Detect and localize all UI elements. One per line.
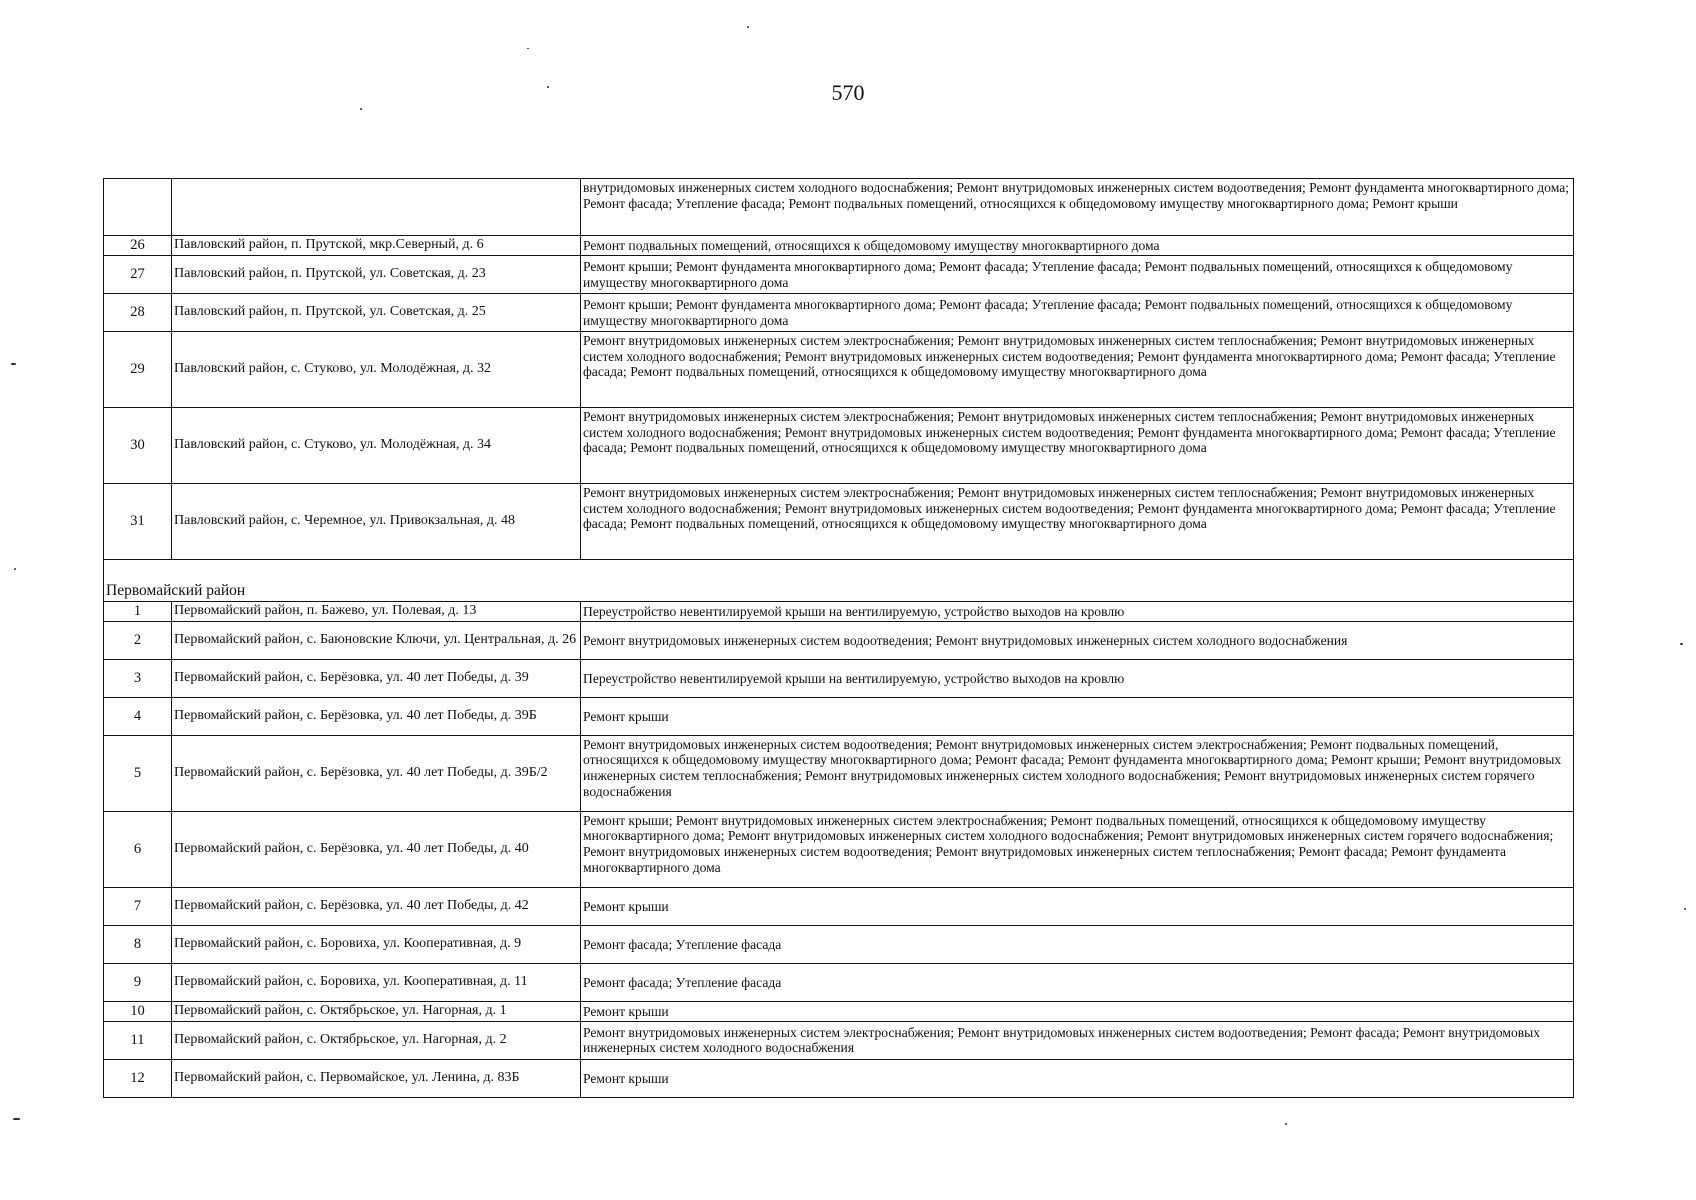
table-row: [104, 621, 1574, 659]
scan-speck: [547, 86, 549, 88]
table-row: [104, 1059, 1574, 1097]
repair-works-table: [103, 178, 1574, 1098]
table-row: [104, 408, 1574, 484]
address-cell: Павловский район, п. Прутской, ул. Советская, д. 25: [172, 294, 581, 332]
works-cell: Ремонт внутридомовых инженерных систем электроснабжения; Ремонт внутридомовых инженерных систем теплоснабжения; Ремонт внутридомовых инженерных систем холодного водоснабжения; Ремонт внутридомовых инженерных систем водоотведения; Ремонт фундамента многоквартирного дома; Ремонт фасада; Утепление фасада; Ремонт подвальных помещений, относящихся к общедомовому имуществу многоквартирного дома: [581, 408, 1574, 484]
section-row: [104, 560, 1574, 602]
works-cell: Ремонт внутридомовых инженерных систем водоотведения; Ремонт внутридомовых инженерных систем холодного водоснабжения: [581, 621, 1574, 659]
address-cell: Павловский район, п. Прутской, ул. Советская, д. 23: [172, 256, 581, 294]
address-cell: Первомайский район, с. Берёзовка, ул. 40 лет Победы, д. 40: [172, 811, 581, 887]
row-number-cell: 1: [104, 601, 172, 621]
scan-speck: [1684, 908, 1686, 910]
works-cell: Ремонт фасада; Утепление фасада: [581, 925, 1574, 963]
address-cell: Первомайский район, с. Первомайское, ул. Ленина, д. 83Б: [172, 1059, 581, 1097]
table-row: [104, 484, 1574, 560]
works-cell: Ремонт крыши: [581, 697, 1574, 735]
works-cell: Ремонт внутридомовых инженерных систем водоотведения; Ремонт внутридомовых инженерных систем электроснабжения; Ремонт подвальных помещений, относящихся к общедомовому имуществу многоквартирного дома; Ремонт фасада; Ремонт фундамента многоквартирного дома; Ремонт крыши; Ремонт внутридомовых инженерных систем теплоснабжения; Ремонт внутридомовых инженерных систем холодного водоснабжения; Ремонт внутридомовых инженерных систем горячего водоснабжения: [581, 735, 1574, 811]
works-cell: Ремонт внутридомовых инженерных систем электроснабжения; Ремонт внутридомовых инженерных систем водоотведения; Ремонт фасада; Ремонт внутридомовых инженерных систем холодного водоснабжения: [581, 1021, 1574, 1059]
address-cell: Первомайский район, п. Бажево, ул. Полевая, д. 13: [172, 601, 581, 621]
row-number-cell: 27: [104, 256, 172, 294]
table-row: [104, 294, 1574, 332]
table-row: [104, 236, 1574, 256]
table-body: [104, 179, 1574, 236]
address-cell: Первомайский район, с. Берёзовка, ул. 40 лет Победы, д. 39: [172, 659, 581, 697]
section-header-group: [104, 560, 1574, 602]
row-number-cell: 7: [104, 887, 172, 925]
works-cell: Ремонт крыши; Ремонт фундамента многоквартирного дома; Ремонт фасада; Утепление фасада; Ремонт подвальных помещений, относящихся к общедомовому имуществу многоквартирного дома: [581, 294, 1574, 332]
scan-speck: [527, 48, 529, 49]
table-row: [104, 332, 1574, 408]
address-cell: Павловский район, с. Черемное, ул. Привокзальная, д. 48: [172, 484, 581, 560]
row-number-cell: 12: [104, 1059, 172, 1097]
page-number: 570: [831, 80, 865, 105]
row-number-cell: 5: [104, 735, 172, 811]
section-title: Первомайский район: [104, 560, 1574, 602]
row-number-cell: 31: [104, 484, 172, 560]
address-cell: Первомайский район, с. Октябрьское, ул. Нагорная, д. 2: [172, 1021, 581, 1059]
table-row: [104, 697, 1574, 735]
works-cell: Ремонт внутридомовых инженерных систем электроснабжения; Ремонт внутридомовых инженерных систем теплоснабжения; Ремонт внутридомовых инженерных систем холодного водоснабжения; Ремонт внутридомовых инженерных систем водоотведения; Ремонт фундамента многоквартирного дома; Ремонт фасада; Утепление фасада; Ремонт подвальных помещений, относящихся к общедомовому имуществу многоквартирного дома: [581, 484, 1574, 560]
address-cell: Первомайский район, с. Боровиха, ул. Кооперативная, д. 11: [172, 963, 581, 1001]
table-row: [104, 256, 1574, 294]
scan-speck: [13, 1118, 20, 1120]
table-row: [104, 735, 1574, 811]
works-cell: Ремонт фасада; Утепление фасада: [581, 963, 1574, 1001]
row-number-cell: 6: [104, 811, 172, 887]
scan-speck: [747, 26, 749, 28]
works-cell: Ремонт крыши; Ремонт фундамента многоквартирного дома; Ремонт фасада; Утепление фасада; Ремонт подвальных помещений, относящихся к общедомовому имуществу многоквартирного дома: [581, 256, 1574, 294]
address-cell: Первомайский район, с. Октябрьское, ул. Нагорная, д. 1: [172, 1001, 581, 1021]
scan-speck: [360, 108, 362, 110]
table-row: [104, 601, 1574, 621]
address-cell: Первомайский район, с. Берёзовка, ул. 40 лет Победы, д. 42: [172, 887, 581, 925]
table-row: [104, 659, 1574, 697]
works-cell: Ремонт подвальных помещений, относящихся к общедомовому имуществу многоквартирного дома: [581, 236, 1574, 256]
row-number-cell: 4: [104, 697, 172, 735]
row-number-cell: 30: [104, 408, 172, 484]
scan-speck: [11, 363, 16, 365]
pavlovsky-rows: [104, 236, 1574, 560]
row-number-cell: [104, 179, 172, 236]
table-row: [104, 811, 1574, 887]
works-cell: Переустройство невентилируемой крыши на вентилируемую, устройство выходов на кровлю: [581, 601, 1574, 621]
row-number-cell: 26: [104, 236, 172, 256]
scan-speck: [1285, 1123, 1287, 1125]
scan-speck: [14, 568, 16, 570]
row-number-cell: 28: [104, 294, 172, 332]
works-cell: Переустройство невентилируемой крыши на вентилируемую, устройство выходов на кровлю: [581, 659, 1574, 697]
works-cell: Ремонт крыши: [581, 1001, 1574, 1021]
address-cell: Первомайский район, с. Берёзовка, ул. 40 лет Победы, д. 39Б/2: [172, 735, 581, 811]
table-row: [104, 925, 1574, 963]
works-cell: Ремонт крыши; Ремонт внутридомовых инженерных систем электроснабжения; Ремонт подвальных помещений, относящихся к общедомовому имуществу многоквартирного дома; Ремонт внутридомовых инженерных систем холодного водоснабжения; Ремонт внутридомовых инженерных систем горячего водоснабжения; Ремонт внутридомовых инженерных систем водоотведения; Ремонт внутридомовых инженерных систем теплоснабжения; Ремонт фасада; Ремонт фундамента многоквартирного дома: [581, 811, 1574, 887]
scan-speck: [1680, 643, 1683, 645]
address-cell: Первомайский район, с. Баюновские Ключи, ул. Центральная, д. 26: [172, 621, 581, 659]
table-row: [104, 963, 1574, 1001]
address-cell: Первомайский район, с. Боровиха, ул. Кооперативная, д. 9: [172, 925, 581, 963]
works-cell: Ремонт крыши: [581, 1059, 1574, 1097]
pervomaisky-rows: [104, 601, 1574, 1097]
row-number-cell: 2: [104, 621, 172, 659]
row-number-cell: 11: [104, 1021, 172, 1059]
address-cell: Павловский район, с. Стуково, ул. Молодёжная, д. 32: [172, 332, 581, 408]
address-cell: [172, 179, 581, 236]
table-row: [104, 1001, 1574, 1021]
table-row: [104, 179, 1574, 236]
table-row: [104, 887, 1574, 925]
row-number-cell: 8: [104, 925, 172, 963]
works-cell: Ремонт внутридомовых инженерных систем электроснабжения; Ремонт внутридомовых инженерных систем теплоснабжения; Ремонт внутридомовых инженерных систем холодного водоснабжения; Ремонт внутридомовых инженерных систем водоотведения; Ремонт фундамента многоквартирного дома; Ремонт фасада; Утепление фасада; Ремонт подвальных помещений, относящихся к общедомовому имуществу многоквартирного дома: [581, 332, 1574, 408]
row-number-cell: 29: [104, 332, 172, 408]
works-cell: внутридомовых инженерных систем холодного водоснабжения; Ремонт внутридомовых инженерных систем водоотведения; Ремонт фундамента многоквартирного дома; Ремонт фасада; Утепление фасада; Ремонт подвальных помещений, относящихся к общедомовому имуществу многоквартирного дома; Ремонт крыши: [581, 179, 1574, 236]
row-number-cell: 9: [104, 963, 172, 1001]
table-row: [104, 1021, 1574, 1059]
address-cell: Павловский район, п. Прутской, мкр.Северный, д. 6: [172, 236, 581, 256]
address-cell: Павловский район, с. Стуково, ул. Молодёжная, д. 34: [172, 408, 581, 484]
address-cell: Первомайский район, с. Берёзовка, ул. 40 лет Победы, д. 39Б: [172, 697, 581, 735]
works-cell: Ремонт крыши: [581, 887, 1574, 925]
row-number-cell: 10: [104, 1001, 172, 1021]
row-number-cell: 3: [104, 659, 172, 697]
